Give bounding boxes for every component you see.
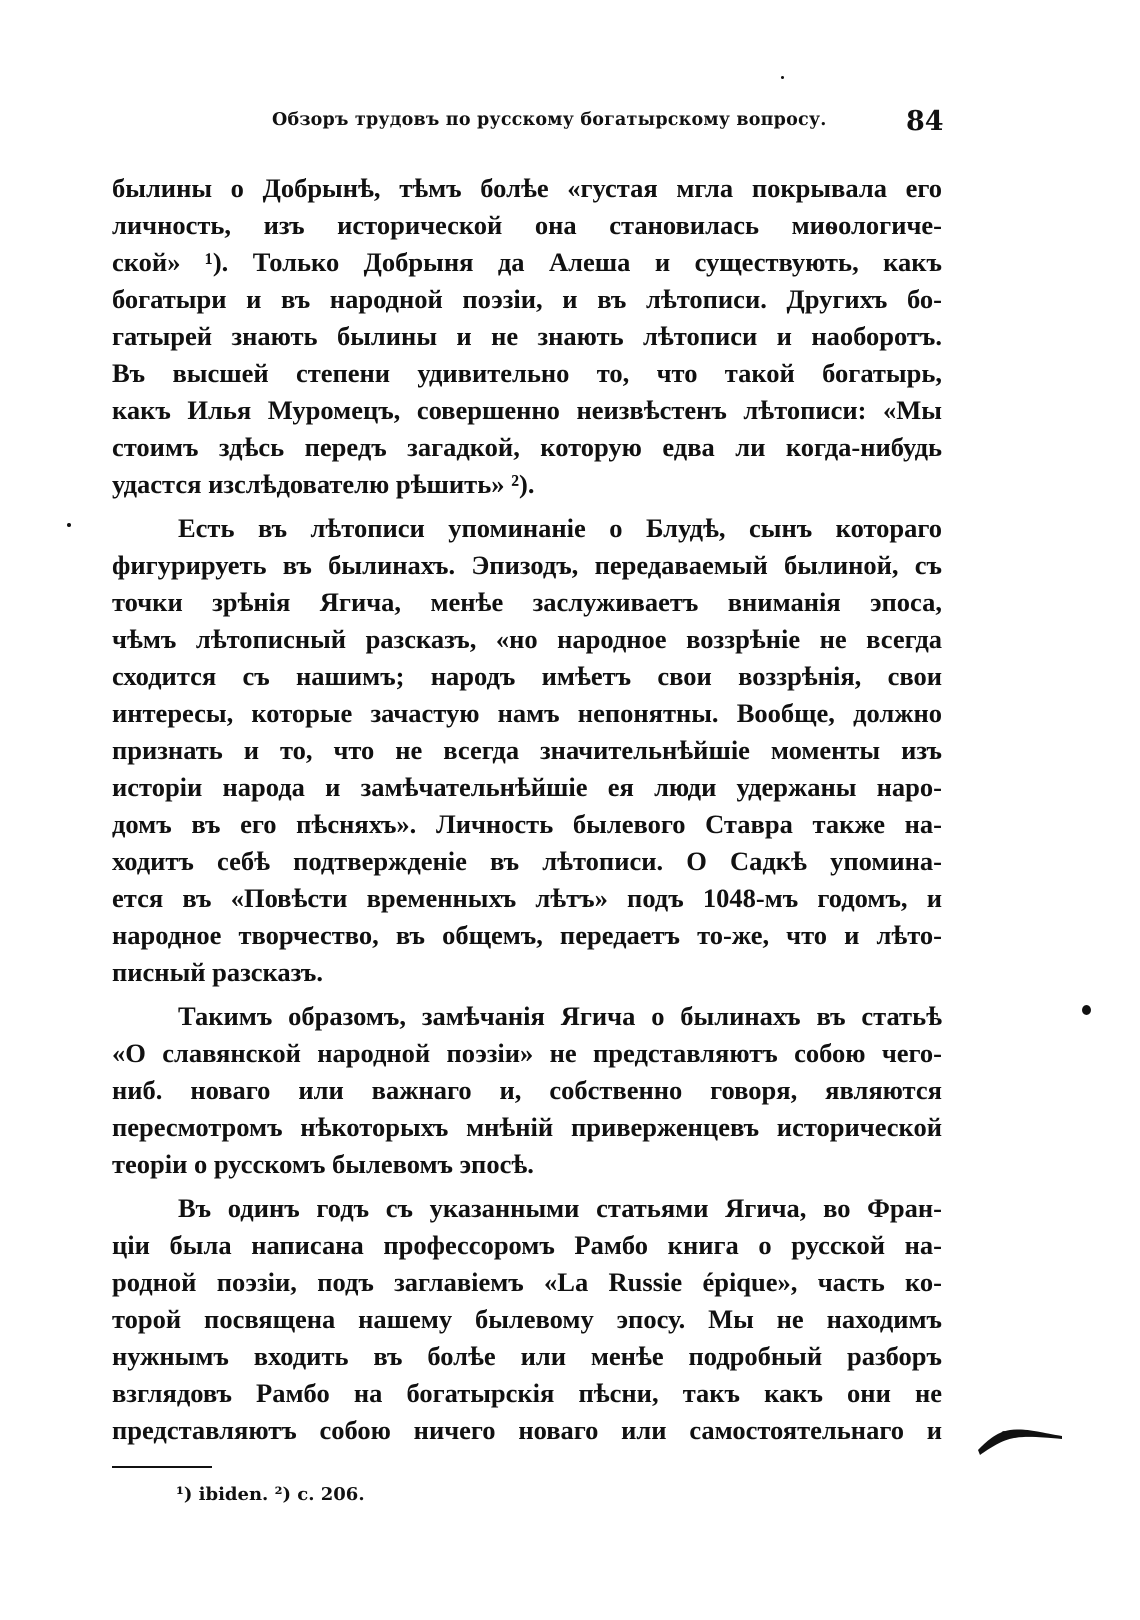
text-line: какъ Илья Муромецъ, совершенно неизвѣстенъ лѣтописи: «Мы xyxy=(112,395,942,425)
text-line: Такимъ образомъ, замѣчанія Ягича о былинахъ въ статьѣ xyxy=(178,1001,942,1031)
page-number: 84 xyxy=(906,106,944,137)
text-line: писный разсказъ. xyxy=(112,957,323,987)
main-text xyxy=(112,170,942,1449)
text-line: интересы, которые зачастую намъ непонятны. Вообще, должно xyxy=(112,698,942,728)
text-line: теоріи о русскомъ былевомъ эпосѣ. xyxy=(112,1149,534,1179)
text-line: богатыри и въ народной поэзіи, и въ лѣтописи. Другихъ бо- xyxy=(112,284,942,314)
text-line: ется въ «Повѣсти временныхъ лѣтъ» подъ 1048-мъ годомъ, и xyxy=(112,883,942,913)
text-line: исторіи народа и замѣчательнѣйшіе ея люди удержаны наро- xyxy=(112,772,942,802)
text-line: родной поэзіи, подъ заглавіемъ «La Russie épique», часть ко- xyxy=(112,1267,942,1297)
ink-speck xyxy=(67,523,71,527)
text-line: Въ одинъ годъ съ указанными статьями Ягича, во Фран- xyxy=(178,1193,942,1223)
ink-speck xyxy=(781,76,784,79)
ink-speck xyxy=(1082,1005,1091,1015)
text-line: точки зрѣнія Ягича, менѣе заслуживаетъ вниманія эпоса, xyxy=(112,587,942,617)
text-line: признать и то, что не всегда значительнѣйшіе моменты изъ xyxy=(112,735,942,765)
text-line: былины о Добрынѣ, тѣмъ болѣе «густая мгла покрывала его xyxy=(112,173,942,203)
text-line: фигурируеть въ былинахъ. Эпизодъ, передаваемый былиной, съ xyxy=(112,550,942,580)
text-line: удастся изслѣдователю рѣшить» ²). xyxy=(112,469,535,499)
text-line: личность, изъ исторической она становилась миѳологиче- xyxy=(112,210,942,240)
text-line: ціи была написана профессоромъ Рамбо книга о русской на- xyxy=(112,1230,942,1260)
footnote-rule xyxy=(112,1466,212,1468)
text-line: нужнымъ входить въ болѣе или менѣе подробный разборъ xyxy=(112,1341,942,1371)
ink-smudge xyxy=(976,1422,1066,1456)
text-line: Въ высшей степени удивительно то, что такой богатырь, xyxy=(112,358,942,388)
text-line: «О славянской народной поэзіи» не представляютъ собою чего- xyxy=(112,1038,942,1068)
running-title: Обзоръ трудовъ по русскому богатырскому вопросу. xyxy=(272,110,827,130)
text-line: пересмотромъ нѣкоторыхъ мнѣній приверженцевъ исторической xyxy=(112,1112,942,1142)
text-line: ниб. новаго или важнаго и, собственно говоря, являются xyxy=(112,1075,942,1105)
text-line: народное творчество, въ общемъ, передаетъ то-же, что и лѣто- xyxy=(112,920,942,950)
text-line: представляютъ собою ничего новаго или самостоятельнаго и xyxy=(112,1415,942,1445)
text-line: Есть въ лѣтописи упоминаніе о Блудѣ, сынъ котораго xyxy=(178,513,942,543)
text-line: ходитъ себѣ подтвержденіе въ лѣтописи. О Садкѣ упомина- xyxy=(112,846,942,876)
text-line: взглядовъ Рамбо на богатырскія пѣсни, такъ какъ они не xyxy=(112,1378,942,1408)
footnotes: ¹) ibiden. ²) с. 206. xyxy=(176,1484,365,1505)
text-line: стоимъ здѣсь передъ загадкой, которую едва ли когда-нибудь xyxy=(112,432,942,462)
text-line: домъ въ его пѣсняхъ». Личность былевого Ставра также на- xyxy=(112,809,942,839)
text-line: сходится съ нашимъ; народъ имѣетъ свои воззрѣнія, свои xyxy=(112,661,942,691)
text-line: торой посвящена нашему былевому эпосу. Мы не находимъ xyxy=(112,1304,942,1334)
text-line: гатырей знають былины и не знають лѣтописи и наоборотъ. xyxy=(112,321,942,351)
text-line: чѣмъ лѣтописный разсказъ, «но народное воззрѣніе не всегда xyxy=(112,624,942,654)
text-line: ской» ¹). Только Добрыня да Алеша и существують, какъ xyxy=(112,247,942,277)
